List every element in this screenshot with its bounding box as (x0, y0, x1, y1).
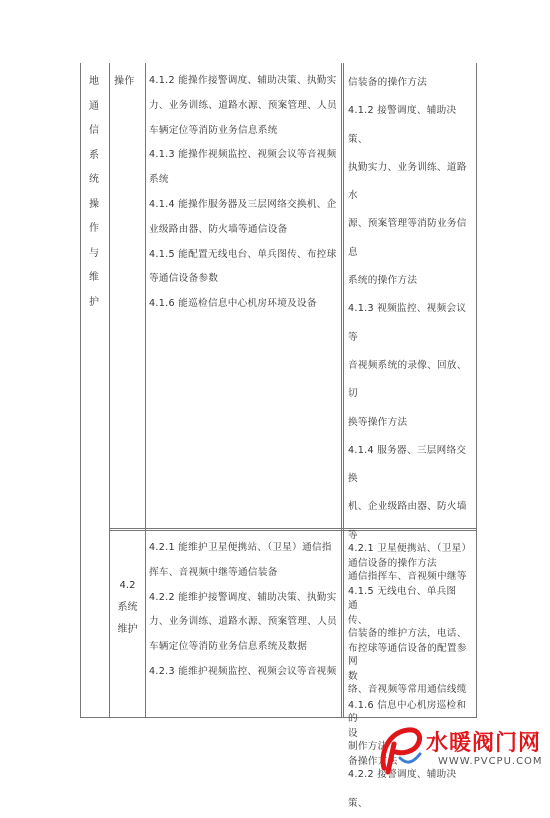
skill-line: 4.1.3 能操作视频监控、视频会议等音视频 (149, 149, 337, 161)
watermark-url: WWW.PVCPU.COM (438, 756, 543, 767)
knowledge-line: 换等操作方法 (348, 416, 408, 428)
watermark-text: 水暖阀门网 (426, 731, 542, 756)
skill-line: 4.2.2 能维护接警调度、辅助决策、执勤实 (149, 591, 337, 603)
knowledge-line: 通信指挥车、音视频中继等通 (348, 571, 467, 611)
row1-category: 操作 (114, 76, 135, 87)
section-label-char: 统 (89, 174, 99, 185)
category-line: 4.2 (119, 580, 136, 591)
knowledge-line: 4.1.5 无线电台、单兵图传、 (348, 586, 457, 626)
knowledge-line: 布控球等通信设备的配置参 (348, 642, 467, 654)
skill-line: 系统 (149, 174, 169, 186)
section-label-char: 维 (89, 272, 99, 283)
skill-line: 挥车、音视频中继等通信装备 (149, 566, 278, 578)
section-label-char: 信 (89, 125, 99, 136)
knowledge-line: 数 (348, 671, 358, 683)
category-line: 系统 (117, 602, 138, 613)
knowledge-line: 信装备的维护方法，电话、网 (348, 627, 467, 668)
row1-skills (149, 69, 341, 317)
knowledge-line: 音视频系统的录像、回放、切 (348, 359, 467, 400)
knowledge-line: 执勤实力、业务训练、道路水 (348, 161, 467, 202)
skill-line: 4.1.4 能操作服务器及三层网络交换机、企 (149, 198, 337, 210)
skill-line: 4.2.1 能维护卫星便携站、（卫星）通信指 (149, 542, 332, 553)
knowledge-line: 信装备的操作方法 (348, 77, 428, 88)
knowledge-line: 通信设备的操作方法 (348, 558, 438, 570)
skill-line: 4.1.2 能操作接警调度、辅助决策、执勤实 (149, 75, 337, 86)
row2-skills (149, 536, 341, 685)
skill-line: 4.2.3 能维护视频监控、视频会议等音视频 (149, 665, 337, 677)
skill-line: 车辆定位等消防业务信息系统 (149, 124, 278, 136)
skill-line: 业级路由器、防火墙等通信设备 (149, 223, 288, 235)
section-label (80, 70, 108, 315)
row2-category (110, 575, 145, 641)
section-label-char: 通 (89, 100, 99, 112)
section-label-char: 系 (89, 149, 99, 161)
knowledge-line: 机、企业级路由器、防火墙等 (348, 501, 467, 541)
skill-line: 4.1.6 能巡检信息中心机房环境及设备 (149, 298, 317, 310)
knowledge-line: 制作方法 (348, 741, 388, 753)
skill-line: 等通信设备参数 (149, 273, 219, 285)
column-divider (341, 63, 342, 718)
section-label-char: 操 (89, 198, 99, 210)
knowledge-line: 备操作方法 (348, 756, 398, 768)
knowledge-line: 4.1.3 视频监控、视频会议等 (348, 303, 467, 343)
section-label-char: 作 (89, 223, 99, 234)
knowledge-line: 4.2.2 接警调度、辅助决策、 (348, 769, 457, 809)
skill-line: 力、业务训练、道路水源、预案管理、人员 (149, 99, 337, 111)
section-label-char: 护 (89, 296, 99, 308)
column-divider (145, 63, 146, 718)
knowledge-line: 络、音视频等常用通信线缆的 (348, 684, 467, 724)
watermark-logo-icon (378, 724, 424, 776)
table-border-right (476, 63, 477, 718)
skill-line: 力、业务训练、道路水源、预案管理、人员 (149, 616, 337, 628)
skill-line: 车辆定位等消防业务信息系统及数据 (149, 641, 308, 653)
category-line: 维护 (117, 624, 138, 635)
knowledge-line: 4.1.4 服务器、三层网络交换 (348, 444, 467, 485)
section-label-char: 与 (89, 247, 99, 259)
section-label-char: 地 (89, 76, 99, 87)
column-divider (343, 63, 344, 718)
knowledge-line: 4.2.1 卫星便携站、（卫星） (348, 543, 472, 554)
knowledge-line: 4.1.6 信息中心机房巡检和设 (348, 699, 467, 739)
skills-table (80, 63, 477, 809)
knowledge-line: 源、预案管理等消防业务信息 (348, 218, 467, 258)
knowledge-line: 系统的操作方法 (348, 275, 418, 287)
knowledge-line: 4.1.2 接警调度、辅助决策、 (348, 105, 457, 145)
watermark (378, 722, 550, 778)
skill-line: 4.1.5 能配置无线电台、单兵图传、布控球 (149, 248, 337, 260)
